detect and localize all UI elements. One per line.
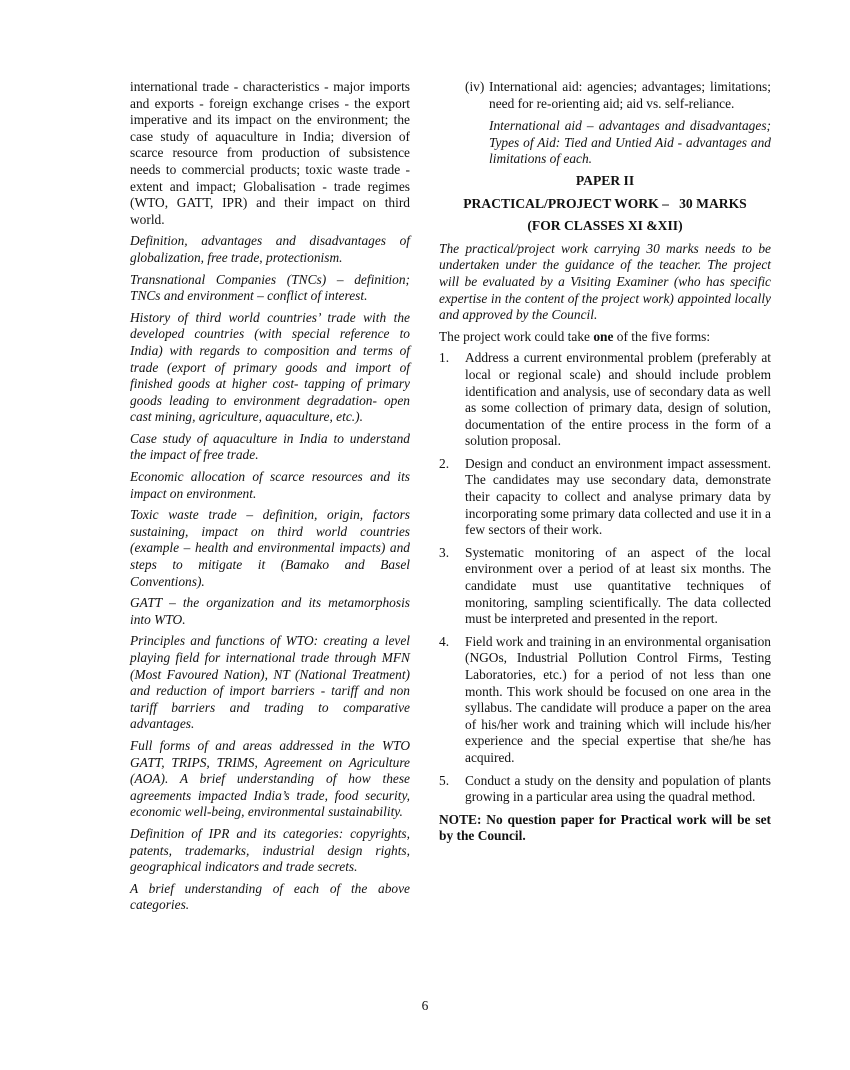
list-item-text: International aid: agencies; advantages; limitations; need for re-orienting aid; aid vs. self-reliance. xyxy=(489,79,771,111)
italic-paragraph: Transnational Companies (TNCs) – definition; TNCs and environment – conflict of interest. xyxy=(130,271,410,304)
list-item-number: 5. xyxy=(439,772,450,788)
page-number: 6 xyxy=(421,998,429,1013)
intro-paragraph: international trade - characteristics - major imports and exports - foreign exchange crises - the export imperative and its impact on the environment; the case study of aquaculture in India; diversion of scarce resource from production of subsistence needs to commercial products; toxic waste trade - extent and impact; Globalisation - trade regimes (WTO, GATT, IPR) and their impact on third world. xyxy=(130,79,410,227)
italic-paragraph: History of third world countries’ trade with the developed countries (with special reference to India) with regards to composition and terms of trade (export of primary goods and import of finished goods at higher cost- tapping of primary goods leading to environment degradation- open cast mining, agriculture, aquaculture, etc.). xyxy=(130,309,410,425)
list-item-text: Systematic monitoring of an aspect of the local environment over a period of at least six months. The candidate must use quantitative techniques of monitoring, sampling scientifically. The data collected must be interpreted and presented in the report. xyxy=(465,544,771,627)
forms-intro-post: of the five forms: xyxy=(613,328,711,344)
list-item-number: 3. xyxy=(439,544,450,560)
italic-paragraph: Principles and functions of WTO: creating a level playing field for international trade through MFN (Most Favoured Nation), NT (National Treatment) and reduction of import barriers - tariff and non tariff barriers and trading to comparative advantages. xyxy=(130,633,410,732)
list-item-text: Conduct a study on the density and population of plants growing in a particular area using the quadral method. xyxy=(465,772,771,805)
italic-paragraph: A brief understanding of each of the above categories. xyxy=(130,880,410,913)
list-item xyxy=(439,545,771,628)
list-item-iv xyxy=(465,79,771,112)
aid-italic-paragraph: International aid – advantages and disadvantages; Types of Aid: Tied and Untied Aid - advantages and limitations of each. xyxy=(489,118,771,167)
list-item-text: Address a current environmental problem (preferably at local or regional scale) and should include problem identification and analysis, use of secondary data as well as some collection of primary data, design of solution, documentation of the entire process in the form of a solution proposal. xyxy=(465,350,771,449)
forms-intro-pre: The project work could take xyxy=(439,328,594,344)
list-item-text: Design and conduct an environment impact assessment. The candidates may use secondary data, demonstrate their capacity to collect and analyse primary data by incorporating some primary data collected and use it in a few sectors of their work. xyxy=(465,455,771,538)
list-item-number: 4. xyxy=(439,633,450,649)
italic-paragraph: GATT – the organization and its metamorphosis into WTO. xyxy=(130,595,410,627)
italic-paragraph: Full forms of and areas addressed in the WTO GATT, TRIPS, TRIMS, Agreement on Agriculture (AOA). A brief understanding of how these agreements impacted India’s trade, food security, economic well-being, environmental sustainability. xyxy=(130,737,410,820)
project-forms-list xyxy=(439,350,771,805)
list-item xyxy=(439,456,771,539)
list-item xyxy=(439,350,771,450)
forms-intro-bold: one xyxy=(593,328,614,344)
practical-note: NOTE: No question paper for Practical work will be set by the Council. xyxy=(439,811,771,844)
italic-paragraph: Case study of aquaculture in India to understand the impact of free trade. xyxy=(130,430,410,463)
paper-heading: PAPER II xyxy=(575,172,635,188)
italic-paragraph: Toxic waste trade – definition, origin, factors sustaining, impact on third world countries (example – health and environmental impacts) and steps to mitigate it (Bamako and Basel Conventions). xyxy=(130,507,410,589)
left-column xyxy=(130,79,410,919)
right-column xyxy=(439,79,771,850)
list-item xyxy=(439,773,771,806)
practical-heading: PRACTICAL/PROJECT WORK – 30 MARKS xyxy=(463,195,747,211)
italic-paragraph-list xyxy=(130,233,410,914)
list-item-number: 1. xyxy=(439,350,450,366)
list-item-number: 2. xyxy=(439,455,450,471)
list-item-text: Field work and training in an environmental organisation (NGOs, Industrial Pollution Control Firms, Testing Laboratories, etc.) for a period of not less than one month. This work should be focused on one area in the syllabus. The candidate will produce a paper on the area of his/her work and training which will include his/her experience and the special expertise that she/he has acquired. xyxy=(465,633,771,765)
italic-paragraph: Economic allocation of scarce resources and its impact on environment. xyxy=(130,469,410,501)
forms-intro xyxy=(439,329,771,346)
list-item xyxy=(439,634,771,767)
italic-paragraph: Definition, advantages and disadvantages of globalization, free trade, protectionism. xyxy=(130,233,410,265)
italic-paragraph: Definition of IPR and its categories: copyrights, patents, trademarks, industrial design rights, geographical indicators and trade secrets. xyxy=(130,825,410,875)
list-item-number: (iv) xyxy=(465,79,485,94)
classes-heading: (FOR CLASSES XI &XII) xyxy=(527,218,683,234)
practical-intro-paragraph: The practical/project work carrying 30 marks needs to be undertaken under the guidance of the teacher. The project will be evaluated by a Visiting Examiner (who has specific expertise in the content of the project work) appointed locally and approved by the Council. xyxy=(439,240,771,323)
